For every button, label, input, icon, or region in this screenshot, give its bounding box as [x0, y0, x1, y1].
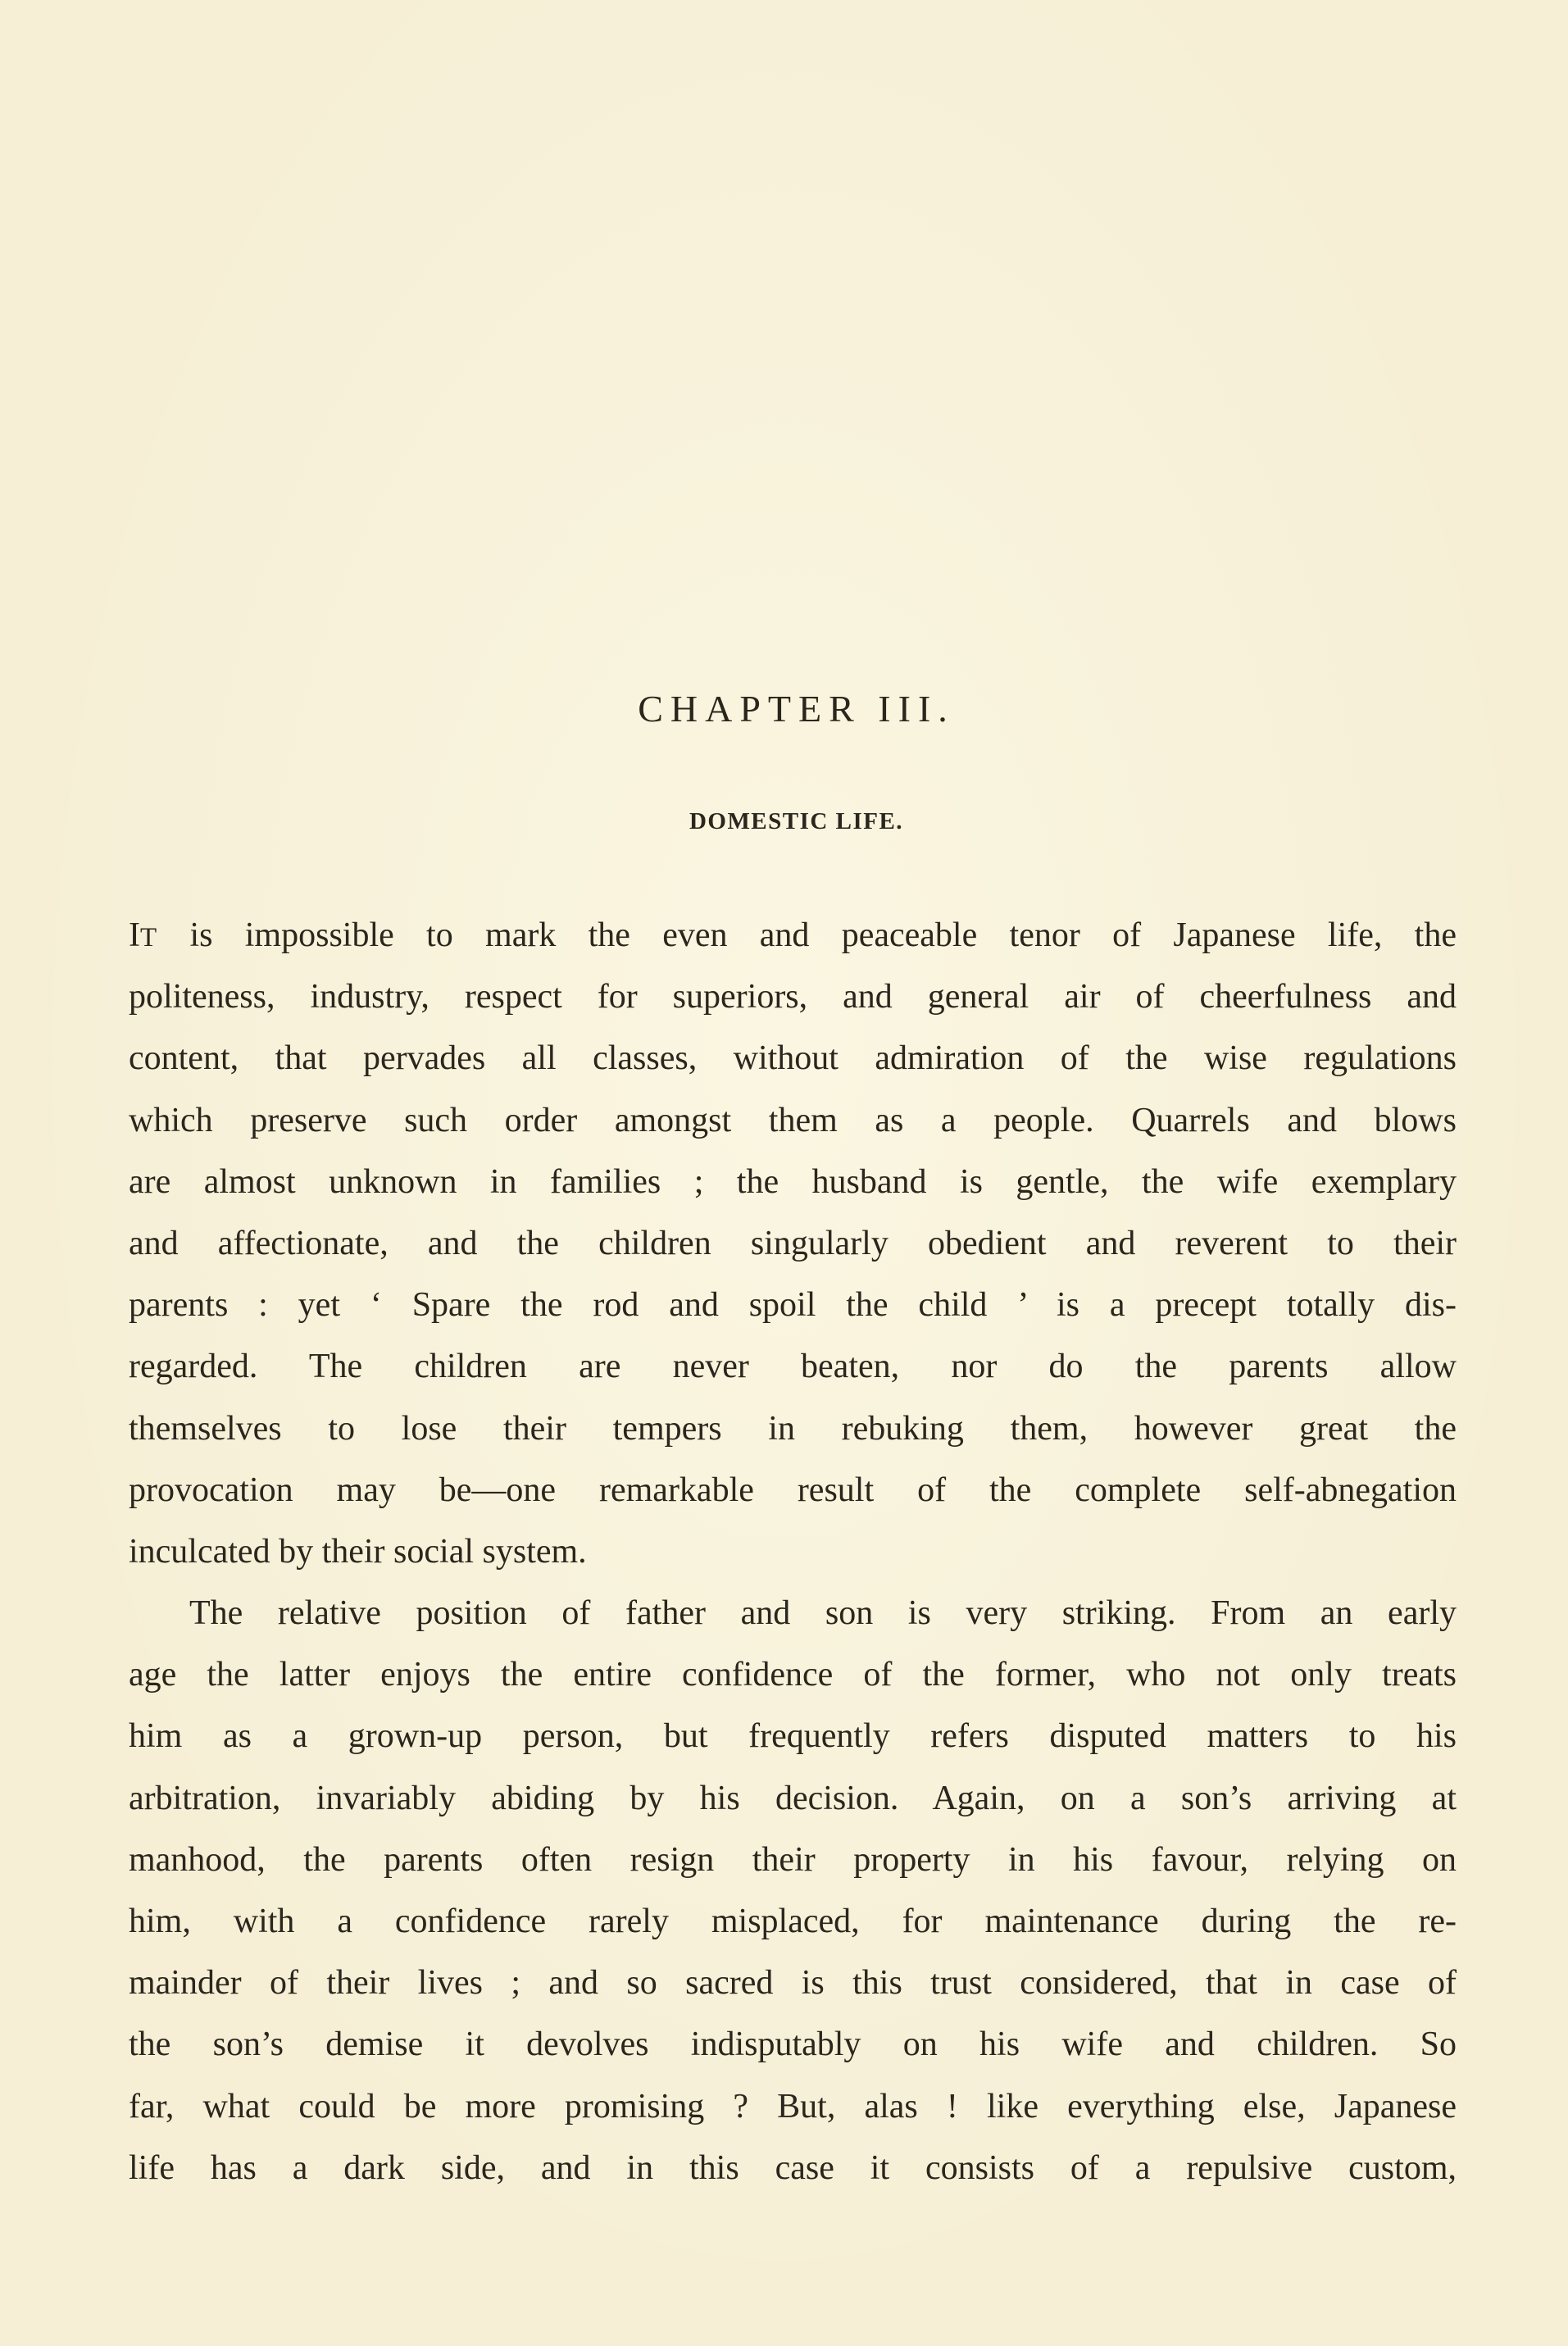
text-line: him as a grown-up person, but frequently refers disputed matters to his	[129, 1717, 1457, 1756]
paragraph-2	[129, 1583, 1457, 2199]
text-line: which preserve such order amongst them as a people. Quarrels and blows	[129, 1101, 1457, 1139]
chapter-subtitle: DOMESTIC LIFE.	[689, 808, 904, 834]
text-line: The relative position of father and son is very striking. From an early	[189, 1594, 1457, 1633]
text-line: arbitration, invariably abiding by his decision. Again, on a son’s arriving at	[129, 1779, 1457, 1817]
text-line: content, that pervades all classes, without admiration of the wise regulations	[129, 1039, 1457, 1078]
text-line: provocation may be—one remarkable result of the complete self-abnegation	[129, 1471, 1457, 1509]
text-line: mainder of their lives ; and so sacred is this trust considered, that in case of	[129, 1964, 1457, 2003]
text-line: parents : yet ‘ Spare the rod and spoil the child ’ is a precept totally dis-	[129, 1286, 1457, 1325]
text-line	[129, 905, 1457, 966]
text-line: manhood, the parents often resign their property in his favour, relying on	[129, 1840, 1457, 1879]
text-line: are almost unknown in families ; the husband is gentle, the wife exemplary	[129, 1162, 1457, 1201]
opening-small-caps: T	[140, 923, 158, 952]
text-line: regarded. The children are never beaten, nor do the parents allow	[129, 1348, 1457, 1386]
body-text	[129, 905, 1457, 2199]
text-line: age the latter enjoys the entire confidence of the former, who not only treats	[129, 1656, 1457, 1694]
text-line: and affectionate, and the children singularly obedient and reverent to their	[129, 1224, 1457, 1262]
text-line-content: is impossible to mark the even and peaceable tenor of Japanese life, the	[157, 916, 1457, 954]
text-line: inculcated by their social system.	[129, 1532, 587, 1571]
text-line: the son’s demise it devolves indisputably on his wife and children. So	[129, 2025, 1457, 2064]
paragraph-1	[129, 905, 1457, 1583]
text-line: far, what could be more promising ? But, alas ! like everything else, Japanese	[129, 2087, 1457, 2125]
text-line: life has a dark side, and in this case it consists of a repulsive custom,	[129, 2148, 1457, 2187]
text-line: themselves to lose their tempers in rebuking them, however great the	[129, 1409, 1457, 1448]
text-line: him, with a confidence rarely misplaced, for maintenance during the re-	[129, 1903, 1457, 1940]
opening-initial: I	[129, 916, 140, 954]
chapter-heading: CHAPTER III.	[638, 688, 955, 730]
text-line: politeness, industry, respect for superiors, and general air of cheerfulness and	[129, 978, 1457, 1016]
